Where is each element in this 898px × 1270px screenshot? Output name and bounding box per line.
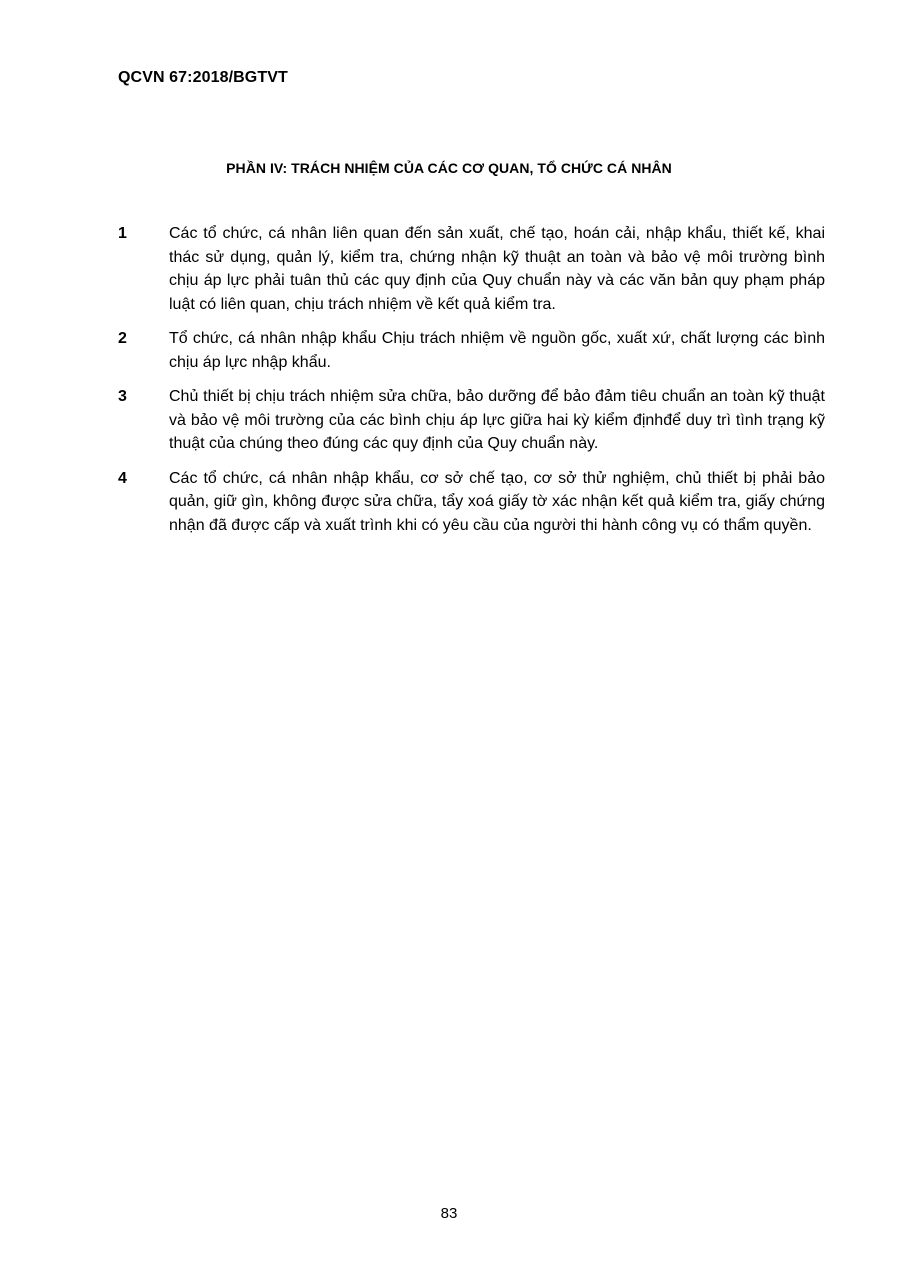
list-item xyxy=(118,467,825,538)
document-code: QCVN 67:2018/BGTVT xyxy=(118,69,288,86)
item-number: 3 xyxy=(118,388,127,405)
page-number: 83 xyxy=(440,1205,458,1222)
item-number: 2 xyxy=(118,330,127,347)
list-item xyxy=(118,222,825,316)
item-text: Các tổ chức, cá nhân nhập khẩu, cơ sở chế tạo, cơ sở thử nghiệm, chủ thiết bị phải bảo quản, giữ gìn, không được sửa chữa, tẩy xoá giấy tờ xác nhận kết quả kiểm tra, giấy chứng nhận đã được cấp và xuất trình khi có yêu cầu của người thi hành công vụ có thẩm quyền. xyxy=(169,469,825,534)
item-number: 4 xyxy=(118,469,127,487)
item-text: Các tổ chức, cá nhân liên quan đến sản xuất, chế tạo, hoán cải, nhập khẩu, thiết kế, khai thác sử dụng, quản lý, kiểm tra, chứng nhận kỹ thuật an toàn và bảo vệ môi trường bình chịu áp lực phải tuân thủ các quy định của Quy chuẩn này và các văn bản quy phạm pháp luật có liên quan, chịu trách nhiệm về kết quả kiểm tra. xyxy=(169,225,825,313)
responsibility-list xyxy=(118,222,825,548)
list-item xyxy=(118,327,825,374)
list-item xyxy=(118,385,825,456)
item-number: 1 xyxy=(118,225,127,242)
item-text: Tổ chức, cá nhân nhập khẩu Chịu trách nhiệm về nguồn gốc, xuất xứ, chất lượng các bình chịu áp lực nhập khẩu. xyxy=(169,330,825,371)
item-text: Chủ thiết bị chịu trách nhiệm sửa chữa, bảo dưỡng để bảo đảm tiêu chuẩn an toàn kỹ thuật và bảo vệ môi trường của các bình chịu áp lực giữa hai kỳ kiểm địnhđể duy trì tình trạng kỹ thuật của chúng theo đúng các quy định của Quy chuẩn này. xyxy=(169,388,825,452)
section-title: PHẦN IV: TRÁCH NHIỆM CỦA CÁC CƠ QUAN, TỔ CHỨC CÁ NHÂN xyxy=(226,160,672,176)
